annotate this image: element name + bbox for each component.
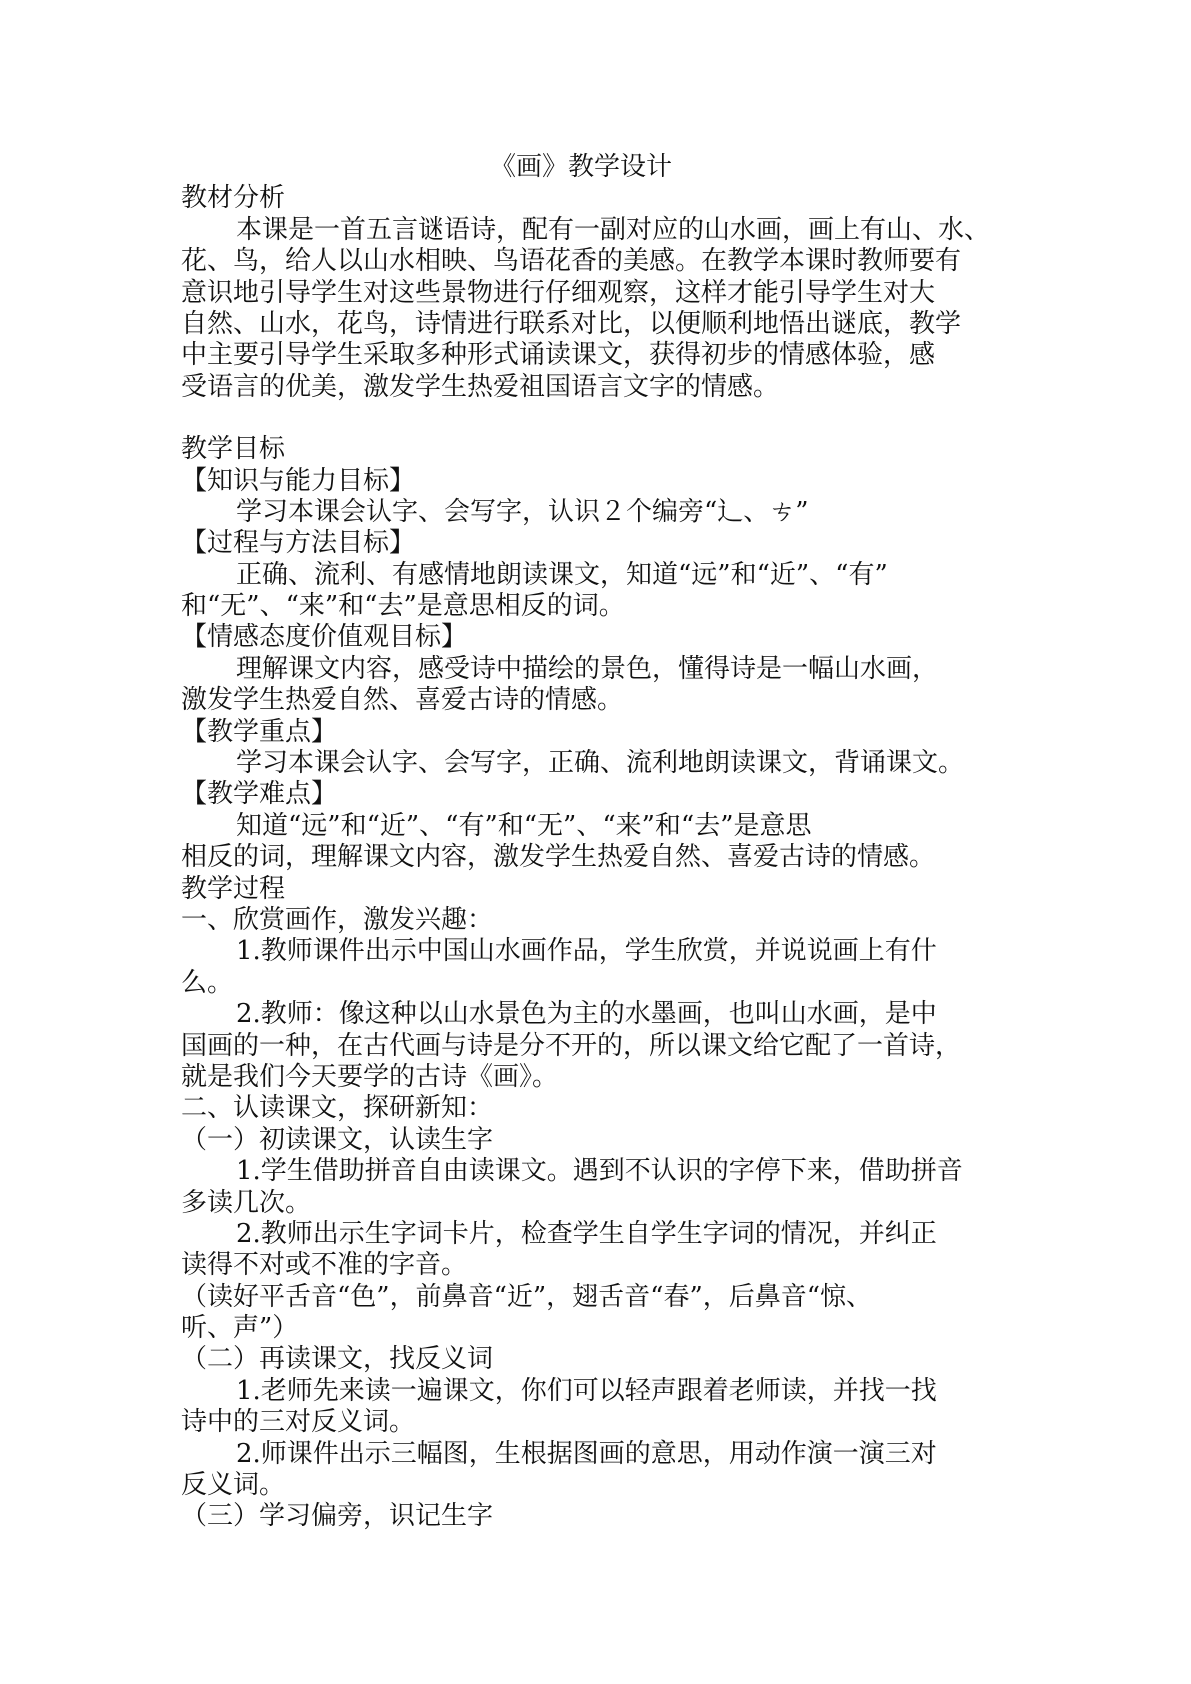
text-line: 本课是一首五言谜语诗，配有一副对应的山水画，画上有山、水、 [236,214,991,245]
text-line: 【知识与能力目标】 [181,465,416,496]
text-line: 【过程与方法目标】 [181,528,416,559]
text-line: 1.老师先来读一遍课文，你们可以轻声跟着老师读，并找一找 [236,1375,937,1406]
section-teaching-plan [181,434,1021,1533]
section-textbook-analysis [181,183,1021,403]
text-line: （一）初读课文，认读生字 [181,1124,494,1155]
text-line: 读得不对或不准的字音。 [181,1250,468,1281]
text-line: （读好平舌音“色”，前鼻音“近”，翅舌音“春”，后鼻音“惊、 [181,1281,873,1312]
text-line: （三）学习偏旁，识记生字 [181,1501,494,1532]
text-line: 2.教师：像这种以山水景色为主的水墨画，也叫山水画，是中 [236,999,937,1030]
text-line: 知道“远”和“近”、“有”和“无”、“来”和“去”是意思 [236,810,812,841]
text-line: 一、欣赏画作，激发兴趣： [181,904,494,935]
text-line: 激发学生热爱自然、喜爱古诗的情感。 [181,685,624,716]
text-line: 教学目标 [181,434,286,465]
text-line: 中主要引导学生采取多种形式诵读课文，获得初步的情感体验，感 [181,340,936,371]
text-line: 听、声”） [181,1313,299,1344]
text-line: 学习本课会认字、会写字，正确、流利地朗读课文，背诵课文。 [236,748,965,779]
text-line: 2.教师出示生字词卡片，检查学生自学生字词的情况，并纠正 [236,1218,937,1249]
text-line: 么。 [181,967,234,998]
text-line: 【教学重点】 [181,716,338,747]
text-line: 国画的一种，在古代画与诗是分不开的，所以课文给它配了一首诗， [181,1030,962,1061]
text-line: 就是我们今天要学的古诗《画》。 [181,1061,559,1092]
text-line: 理解课文内容，感受诗中描绘的景色，懂得诗是一幅山水画， [236,653,939,684]
text-line: 教材分析 [181,183,286,214]
text-line: 教学过程 [181,873,286,904]
text-line: 1.学生借助拼音自由读课文。遇到不认识的字停下来，借助拼音 [236,1156,963,1187]
document-title: 《画》教学设计 [489,152,672,182]
text-line: 【教学难点】 [181,779,338,810]
text-line: 1.教师课件出示中国山水画作品，学生欣赏，并说说画上有什 [236,936,937,967]
text-line: 多读几次。 [181,1187,312,1218]
text-line: 学习本课会认字、会写字，认识２个编旁“辶、ㄘ” [236,496,809,527]
text-line: 诗中的三对反义词。 [181,1407,416,1438]
document-body [181,152,1021,1533]
text-line: 【情感态度价值观目标】 [181,622,468,653]
text-line: 二、认读课文，探研新知： [181,1093,494,1124]
text-line: 花、鸟，给人以山水相映、鸟语花香的美感。在教学本课时教师要有 [181,246,962,277]
blank-line [181,403,1021,434]
text-line: 2.师课件出示三幅图，生根据图画的意思，用动作演一演三对 [236,1438,937,1469]
text-line: 和“无”、“来”和“去”是意思相反的词。 [181,591,625,622]
text-line: 相反的词，理解课文内容，激发学生热爱自然、喜爱古诗的情感。 [181,842,936,873]
text-line: 正确、流利、有感情地朗读课文，知道“远”和“近”、“有” [236,559,888,590]
text-line: 意识地引导学生对这些景物进行仔细观察，这样才能引导学生对大 [181,277,936,308]
text-line: 自然、山水，花鸟，诗情进行联系对比，以便顺利地悟出谜底，教学 [181,308,962,339]
text-line: 受语言的优美，激发学生热爱祖国语言文字的情感。 [181,371,780,402]
text-line: 反义词。 [181,1470,286,1501]
text-line: （二）再读课文，找反义词 [181,1344,494,1375]
